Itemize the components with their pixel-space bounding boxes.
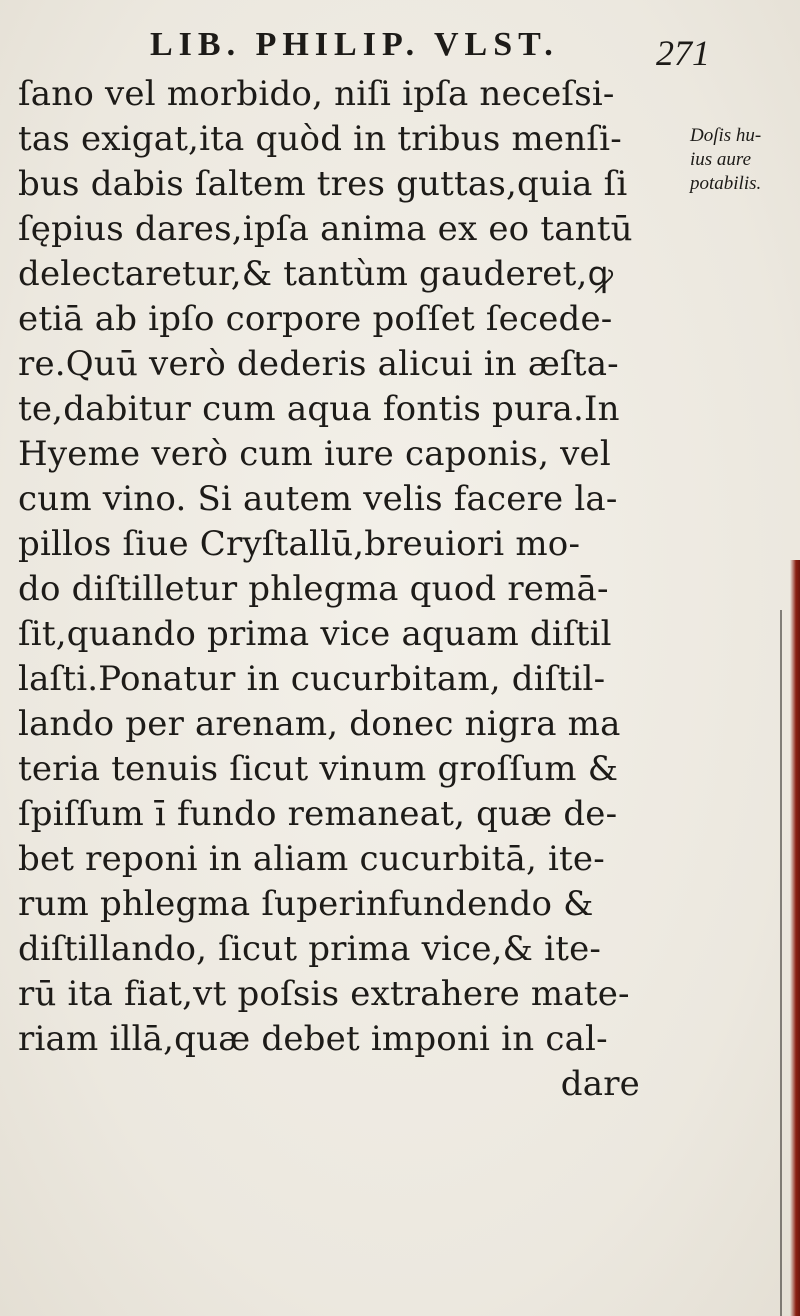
text-line: re.Quū verò dederis alicui in æſta- — [18, 344, 619, 384]
text-line: pillos ſiue Cryſtallū,breuiori mo- — [18, 524, 581, 564]
text-line: riam illā,quæ debet imponi in cal- — [18, 1019, 608, 1059]
page-edge-line — [780, 610, 782, 1316]
text-line: do diſtilletur phlegma quod remā- — [18, 569, 609, 609]
running-head: LIB. PHILIP. VLST. — [150, 26, 559, 63]
marginal-note-line: ius aure — [690, 149, 752, 170]
body-text — [18, 72, 658, 1107]
text-line: rū ita fiat,vt poſsis extrahere mate- — [18, 974, 630, 1014]
text-line: diſtillando, ſicut prima vice,& ite- — [18, 929, 602, 969]
text-line: ſit,quando prima vice aquam diſtil — [18, 614, 612, 654]
text-line: tas exigat,ita quòd in tribus menſi- — [18, 119, 622, 159]
text-line: ſpiſſum ī fundo remaneat, quæ de- — [18, 794, 618, 834]
text-line: Hyeme verò cum iure caponis, vel — [18, 434, 611, 474]
text-line: ſano vel morbido, niſi ipſa neceſsi- — [18, 74, 615, 114]
marginal-note-line: potabilis. — [690, 173, 762, 194]
text-line: laſti.Ponatur in cucurbitam, diſtil- — [18, 659, 606, 699]
page-header — [150, 18, 710, 73]
text-line: te,dabitur cum aqua fontis pura.In — [18, 389, 620, 429]
catchword: dare — [560, 1064, 640, 1104]
text-line: bus dabis ſaltem tres guttas,quia ſi — [18, 164, 628, 204]
text-line: bet reponi in aliam cucurbitā, ite- — [18, 839, 605, 879]
text-line: delectaretur,& tantùm gauderet,ꝙ — [18, 254, 614, 294]
text-line: cum vino. Si autem velis facere la- — [18, 479, 618, 519]
marginal-note — [690, 124, 800, 196]
marginal-note-line: Doſis hu- — [690, 125, 762, 146]
text-line: teria tenuis ſicut vinum groſſum & — [18, 749, 619, 789]
text-line: rum phlegma ſuperinfundendo & — [18, 884, 594, 924]
page-number: 271 — [656, 33, 710, 73]
text-line: etiā ab ipſo corpore poſſet ſecede- — [18, 299, 613, 339]
red-page-edge — [790, 560, 800, 1316]
text-line: ſępius dares,ipſa anima ex eo tantū — [18, 209, 633, 249]
text-line: lando per arenam, donec nigra ma — [18, 704, 621, 744]
